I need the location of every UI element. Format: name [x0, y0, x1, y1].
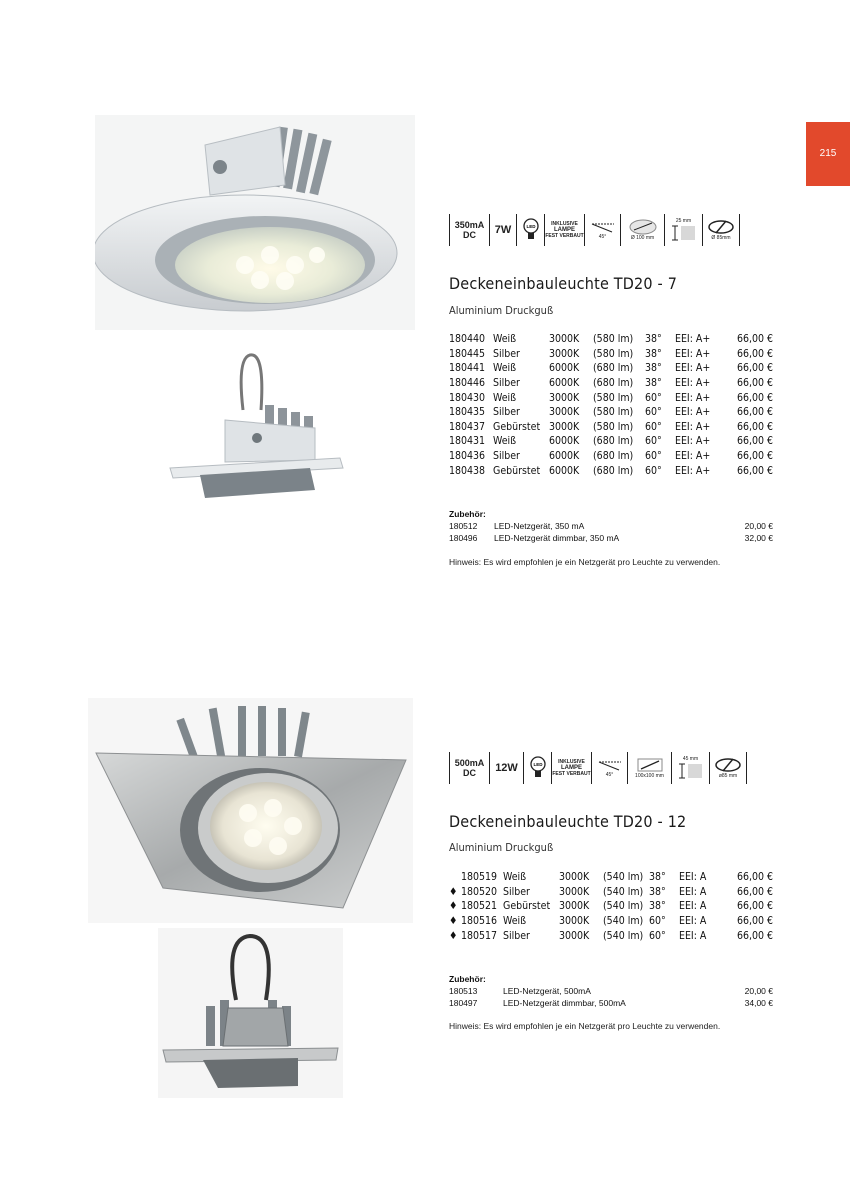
- article-number: 180437: [449, 420, 486, 433]
- color: Weiß: [503, 915, 527, 928]
- product2-note: Hinweis: Es wird empfohlen je ein Netzgerät pro Leuchte zu verwenden.: [449, 1021, 721, 1031]
- led-bulb-icon: [523, 752, 551, 784]
- wattage-icon: [489, 752, 523, 784]
- accessory-name: LED-Netzgerät, 350 mA: [494, 521, 585, 531]
- product2-accessories: [449, 974, 773, 1009]
- beam-angle: 38°: [645, 377, 662, 390]
- luminous-flux: (580 lm): [593, 420, 634, 433]
- luminous-flux: (680 lm): [593, 377, 634, 390]
- product1-title: Deckeneinbauleuchte TD20 - 7: [449, 274, 678, 293]
- luminous-flux: (540 lm): [603, 885, 644, 898]
- article-number: 180521: [461, 900, 498, 913]
- variant-row: [449, 928, 773, 943]
- article-number: 180431: [449, 435, 486, 448]
- variant-row: [449, 332, 773, 347]
- led-bulb-icon: [516, 214, 544, 246]
- price: 66,00 €: [736, 420, 773, 433]
- price: 66,00 €: [736, 391, 773, 404]
- variant-row: [449, 376, 773, 391]
- price: 66,00 €: [736, 885, 773, 898]
- price: 66,00 €: [736, 362, 773, 375]
- color: Gebürstet: [493, 464, 541, 477]
- color: Silber: [493, 406, 520, 419]
- accessory-name: LED-Netzgerät dimmbar, 350 mA: [494, 533, 620, 543]
- accessory-price: 32,00 €: [744, 533, 773, 543]
- page-number-tab: 215: [806, 122, 850, 186]
- beam-angle: 38°: [645, 347, 662, 360]
- product1-icon-bar: [449, 214, 740, 246]
- beam-angle: 60°: [645, 450, 662, 463]
- accessory-number: 180513: [449, 986, 478, 996]
- color: Gebürstet: [493, 420, 541, 433]
- new-marker: ♦: [449, 900, 458, 913]
- energy-class: EEI: A: [679, 929, 707, 942]
- luminous-flux: (680 lm): [593, 464, 634, 477]
- tilt-angle-value: 45°: [598, 234, 607, 240]
- beam-angle: 60°: [645, 406, 662, 419]
- accessory-price: 20,00 €: [744, 986, 773, 996]
- dc-label: DC: [463, 768, 476, 778]
- beam-angle: 38°: [645, 333, 662, 346]
- color-temperature: 3000K: [559, 871, 590, 884]
- article-number: 180517: [461, 929, 498, 942]
- article-number: 180445: [449, 347, 486, 360]
- product1-material: Aluminium Druckguß: [449, 304, 554, 317]
- included-line1: INKLUSIVE: [558, 759, 585, 765]
- new-marker: ♦: [449, 885, 458, 898]
- included-line3: FEST VERBAUT: [552, 771, 591, 777]
- cutout-icon: [620, 214, 664, 246]
- beam-angle: 60°: [645, 420, 662, 433]
- luminous-flux: (580 lm): [593, 391, 634, 404]
- color: Silber: [493, 450, 520, 463]
- installation-depth-icon: [664, 214, 702, 246]
- article-number: 180441: [449, 362, 486, 375]
- included-lamp-icon: [544, 214, 584, 246]
- beam-angle: 38°: [645, 362, 662, 375]
- article-number: 180435: [449, 406, 486, 419]
- accessories-heading: Zubehör:: [449, 509, 486, 519]
- color: Weiß: [503, 871, 527, 884]
- energy-class: EEI: A+: [675, 406, 711, 419]
- accessory-row: [449, 997, 773, 1009]
- energy-class: EEI: A+: [675, 377, 711, 390]
- energy-class: EEI: A: [679, 900, 707, 913]
- wattage-value: 12W: [495, 762, 518, 774]
- energy-class: EEI: A+: [675, 435, 711, 448]
- cutout-value: 100x100 mm: [635, 773, 664, 779]
- diameter-icon: [709, 752, 747, 784]
- energy-class: EEI: A+: [675, 391, 711, 404]
- included-line3: FEST VERBAUT: [545, 233, 584, 239]
- variant-row: [449, 463, 773, 478]
- beam-angle: 60°: [649, 915, 666, 928]
- product1-accessories: [449, 509, 773, 544]
- luminous-flux: (540 lm): [603, 929, 644, 942]
- variant-row: [449, 405, 773, 420]
- tilt-angle-value: 45°: [605, 772, 614, 778]
- dc-label: DC: [463, 230, 476, 240]
- color-temperature: 3000K: [549, 420, 580, 433]
- color: Weiß: [493, 333, 517, 346]
- variant-row: [449, 390, 773, 405]
- color-temperature: 3000K: [559, 915, 590, 928]
- accessory-row: [449, 532, 773, 544]
- color: Silber: [503, 885, 530, 898]
- accessory-price: 20,00 €: [744, 521, 773, 531]
- luminous-flux: (580 lm): [593, 333, 634, 346]
- price: 66,00 €: [736, 871, 773, 884]
- new-marker: ♦: [449, 915, 458, 928]
- color-temperature: 3000K: [559, 885, 590, 898]
- color-temperature: 3000K: [549, 333, 580, 346]
- price: 66,00 €: [736, 900, 773, 913]
- article-number: 180519: [461, 871, 498, 884]
- luminous-flux: (680 lm): [593, 450, 634, 463]
- variant-row: [449, 361, 773, 376]
- installation-depth-icon: [671, 752, 709, 784]
- beam-angle: 38°: [649, 900, 666, 913]
- variant-row: [449, 914, 773, 929]
- energy-class: EEI: A: [679, 871, 707, 884]
- new-marker: ♦: [449, 929, 458, 942]
- product2-icon-bar: [449, 752, 747, 784]
- color-temperature: 3000K: [549, 347, 580, 360]
- variant-row: [449, 885, 773, 900]
- color-temperature: 3000K: [559, 900, 590, 913]
- led-label: LED: [533, 762, 542, 767]
- energy-class: EEI: A+: [675, 464, 711, 477]
- accessory-number: 180512: [449, 521, 478, 531]
- led-label: LED: [526, 224, 535, 229]
- variant-row: [449, 434, 773, 449]
- color-temperature: 6000K: [549, 464, 580, 477]
- color: Weiß: [493, 391, 517, 404]
- color: Weiß: [493, 362, 517, 375]
- price: 66,00 €: [736, 347, 773, 360]
- energy-class: EEI: A+: [675, 362, 711, 375]
- product2-variants-table: [449, 870, 773, 943]
- diameter-value: Ø 85mm: [711, 235, 731, 241]
- color: Weiß: [493, 435, 517, 448]
- color-temperature: 6000K: [549, 362, 580, 375]
- accessory-row: [449, 985, 773, 997]
- accessory-number: 180497: [449, 998, 478, 1008]
- depth-value: 45 mm: [682, 756, 699, 762]
- product2-title: Deckeneinbauleuchte TD20 - 12: [449, 812, 687, 831]
- product-image-td20-7-side: [165, 350, 350, 505]
- color-temperature: 3000K: [549, 406, 580, 419]
- diameter-value: ø85 mm: [718, 773, 738, 779]
- accessory-price: 34,00 €: [744, 998, 773, 1008]
- included-lamp-icon: [551, 752, 591, 784]
- article-number: 180446: [449, 377, 486, 390]
- price: 66,00 €: [736, 406, 773, 419]
- luminous-flux: (580 lm): [593, 347, 634, 360]
- price: 66,00 €: [736, 450, 773, 463]
- price: 66,00 €: [736, 929, 773, 942]
- current-value: 350mA: [454, 220, 485, 230]
- price: 66,00 €: [736, 915, 773, 928]
- accessory-number: 180496: [449, 533, 478, 543]
- variant-row: [449, 870, 773, 885]
- beam-angle: 60°: [649, 929, 666, 942]
- accessory-name: LED-Netzgerät, 500mA: [503, 986, 591, 996]
- wattage-icon: [489, 214, 516, 246]
- variant-row: [449, 420, 773, 435]
- luminous-flux: (680 lm): [593, 435, 634, 448]
- article-number: 180520: [461, 885, 498, 898]
- included-line2: LAMPE: [554, 227, 575, 233]
- price: 66,00 €: [736, 377, 773, 390]
- energy-class: EEI: A+: [675, 347, 711, 360]
- price: 66,00 €: [736, 464, 773, 477]
- variant-row: [449, 449, 773, 464]
- diameter-icon: [702, 214, 740, 246]
- energy-class: EEI: A+: [675, 450, 711, 463]
- energy-class: EEI: A: [679, 915, 707, 928]
- product-image-td20-12-front: [88, 698, 413, 923]
- current-icon: [449, 752, 489, 784]
- color-temperature: 6000K: [549, 377, 580, 390]
- included-line2: LAMPE: [561, 765, 582, 771]
- included-line1: INKLUSIVE: [551, 221, 578, 227]
- price: 66,00 €: [736, 435, 773, 448]
- beam-angle: 38°: [649, 885, 666, 898]
- article-number: 180430: [449, 391, 486, 404]
- luminous-flux: (540 lm): [603, 915, 644, 928]
- variant-row: [449, 347, 773, 362]
- current-value: 500mA: [454, 758, 485, 768]
- color: Silber: [503, 929, 530, 942]
- accessories-heading: Zubehör:: [449, 974, 486, 984]
- energy-class: EEI: A: [679, 885, 707, 898]
- wattage-value: 7W: [494, 224, 512, 236]
- article-number: 180438: [449, 464, 486, 477]
- cutout-icon: [627, 752, 671, 784]
- accessory-name: LED-Netzgerät dimmbar, 500mA: [503, 998, 626, 1008]
- color-temperature: 3000K: [549, 391, 580, 404]
- new-marker: [449, 870, 461, 885]
- current-icon: [449, 214, 489, 246]
- beam-angle: 60°: [645, 435, 662, 448]
- cutout-value: Ø 100 mm: [630, 235, 655, 241]
- luminous-flux: (580 lm): [593, 406, 634, 419]
- color-temperature: 3000K: [559, 929, 590, 942]
- product1-note: Hinweis: Es wird empfohlen je ein Netzgerät pro Leuchte zu verwenden.: [449, 557, 721, 567]
- depth-value: 25 mm: [675, 218, 692, 224]
- product-image-td20-12-side: [158, 928, 343, 1098]
- luminous-flux: (680 lm): [593, 362, 634, 375]
- article-number: 180516: [461, 915, 498, 928]
- tilt-angle-icon: [591, 752, 627, 784]
- luminous-flux: (540 lm): [603, 871, 644, 884]
- energy-class: EEI: A+: [675, 420, 711, 433]
- color: Silber: [493, 377, 520, 390]
- article-number: 180440: [449, 333, 486, 346]
- color: Silber: [493, 347, 520, 360]
- luminous-flux: (540 lm): [603, 900, 644, 913]
- color-temperature: 6000K: [549, 450, 580, 463]
- beam-angle: 60°: [645, 391, 662, 404]
- product2-material: Aluminium Druckguß: [449, 841, 554, 854]
- product1-variants-table: [449, 332, 773, 478]
- article-number: 180436: [449, 450, 486, 463]
- tilt-angle-icon: [584, 214, 620, 246]
- color-temperature: 6000K: [549, 435, 580, 448]
- energy-class: EEI: A+: [675, 333, 711, 346]
- color: Gebürstet: [503, 900, 551, 913]
- price: 66,00 €: [736, 333, 773, 346]
- product-image-td20-7-front: [95, 115, 415, 330]
- beam-angle: 60°: [645, 464, 662, 477]
- accessory-row: [449, 520, 773, 532]
- variant-row: [449, 899, 773, 914]
- beam-angle: 38°: [649, 871, 666, 884]
